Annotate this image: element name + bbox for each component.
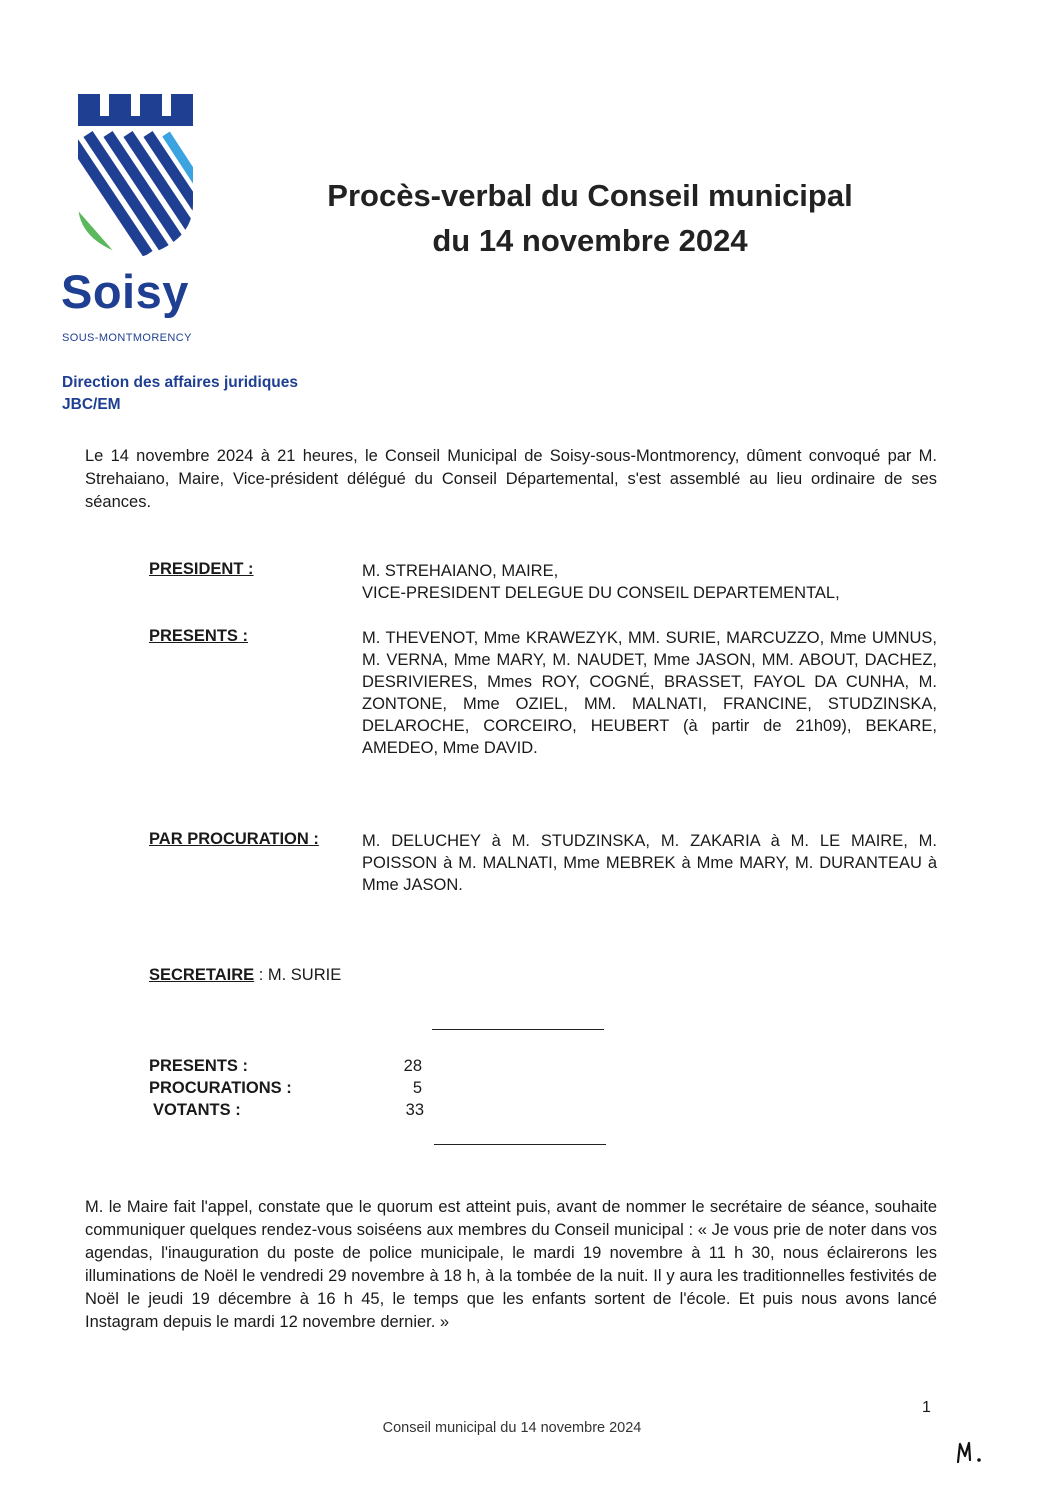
department-reference: JBC/EM bbox=[62, 396, 121, 413]
president-value bbox=[362, 560, 937, 604]
divider bbox=[432, 1029, 604, 1030]
logo-wordmark: Soisy bbox=[61, 265, 189, 318]
stat-procurations-value: 5 bbox=[412, 1079, 422, 1097]
divider bbox=[434, 1144, 606, 1145]
procuration-list: M. DELUCHEY à M. STUDZINSKA, M. ZAKARIA à M. LE MAIRE, M. POISSON à M. MALNATI, Mme MEBREK à Mme MARY, M. DURANTEAU à Mme JASON. bbox=[362, 832, 937, 894]
stat-presents-value: 28 bbox=[403, 1057, 422, 1075]
secretaire-value: : M. SURIE bbox=[254, 966, 342, 984]
secretaire-label: SECRETAIRE bbox=[149, 966, 255, 984]
closing-paragraph: M. le Maire fait l'appel, constate que le quorum est atteint puis, avant de nommer le secrétaire de séance, souhaite communiquer quelques rendez-vous soiséens aux membres du Conseil municipal : « Je vous prie de noter dans vos agendas, l'inauguration du poste de police municipale, le mardi 19 novembre à 11 h 30, nous éclairerons les illuminations de Noël le vendredi 29 novembre à 18 h, à la tombée de la nuit. Il y aura les traditionnelles festivités de Noël le jeudi 19 décembre à 16 h 45, le temps que les enfants sortent de l'école. Et puis nous avons lancé Instagram depuis le mardi 12 novembre dernier. » bbox=[85, 1198, 937, 1331]
department-name: Direction des affaires juridiques bbox=[62, 374, 299, 391]
presents-label: PRESENTS : bbox=[149, 627, 249, 645]
president-label: PRESIDENT : bbox=[149, 560, 254, 578]
intro-paragraph: Le 14 novembre 2024 à 21 heures, le Conseil Municipal de Soisy-sous-Montmorency, dûment convoqué par M. Strehaiano, Maire, Vice-président délégué du Conseil Départemental, s'est assemblé au lieu ordinaire de ses séances. bbox=[85, 447, 937, 511]
presents-list: M. THEVENOT, Mme KRAWEZYK, MM. SURIE, MARCUZZO, Mme UMNUS, M. VERNA, Mme MARY, M. NAUDET, Mme JASON, MM. ABOUT, DACHEZ, DESRIVIERES, Mmes ROY, COGNÉ, BRASSET, FAYOL DA CUNHA, M. ZONTONE, Mme OZIEL, MM. MALNATI, FRANCINE, STUDZINSKA, DELAROCHE, CORCEIRO, HEUBERT (à partir de 21h09), BEKARE, AMEDEO, Mme DAVID. bbox=[362, 629, 937, 757]
stat-votants-label: VOTANTS : bbox=[153, 1101, 241, 1119]
handwritten-initials-icon bbox=[955, 1438, 991, 1468]
document-title-line-2: du 14 novembre 2024 bbox=[432, 223, 748, 258]
soisy-logo-icon bbox=[78, 94, 194, 260]
president-title: VICE-PRESIDENT DELEGUE DU CONSEIL DEPARTEMENTAL, bbox=[362, 584, 840, 602]
document-title-line-1: Procès-verbal du Conseil municipal bbox=[327, 178, 853, 213]
stat-procurations-label: PROCURATIONS : bbox=[149, 1079, 292, 1097]
logo-subtitle: SOUS-MONTMORENCY bbox=[62, 332, 192, 344]
footer-text: Conseil municipal du 14 novembre 2024 bbox=[382, 1420, 642, 1436]
secretaire-line bbox=[149, 966, 341, 985]
stat-presents-label: PRESENTS : bbox=[149, 1057, 249, 1075]
procuration-label: PAR PROCURATION : bbox=[149, 830, 319, 848]
page-number: 1 bbox=[922, 1399, 931, 1416]
president-name: M. STREHAIANO, MAIRE, bbox=[362, 562, 559, 580]
stat-votants-value: 33 bbox=[405, 1101, 424, 1119]
